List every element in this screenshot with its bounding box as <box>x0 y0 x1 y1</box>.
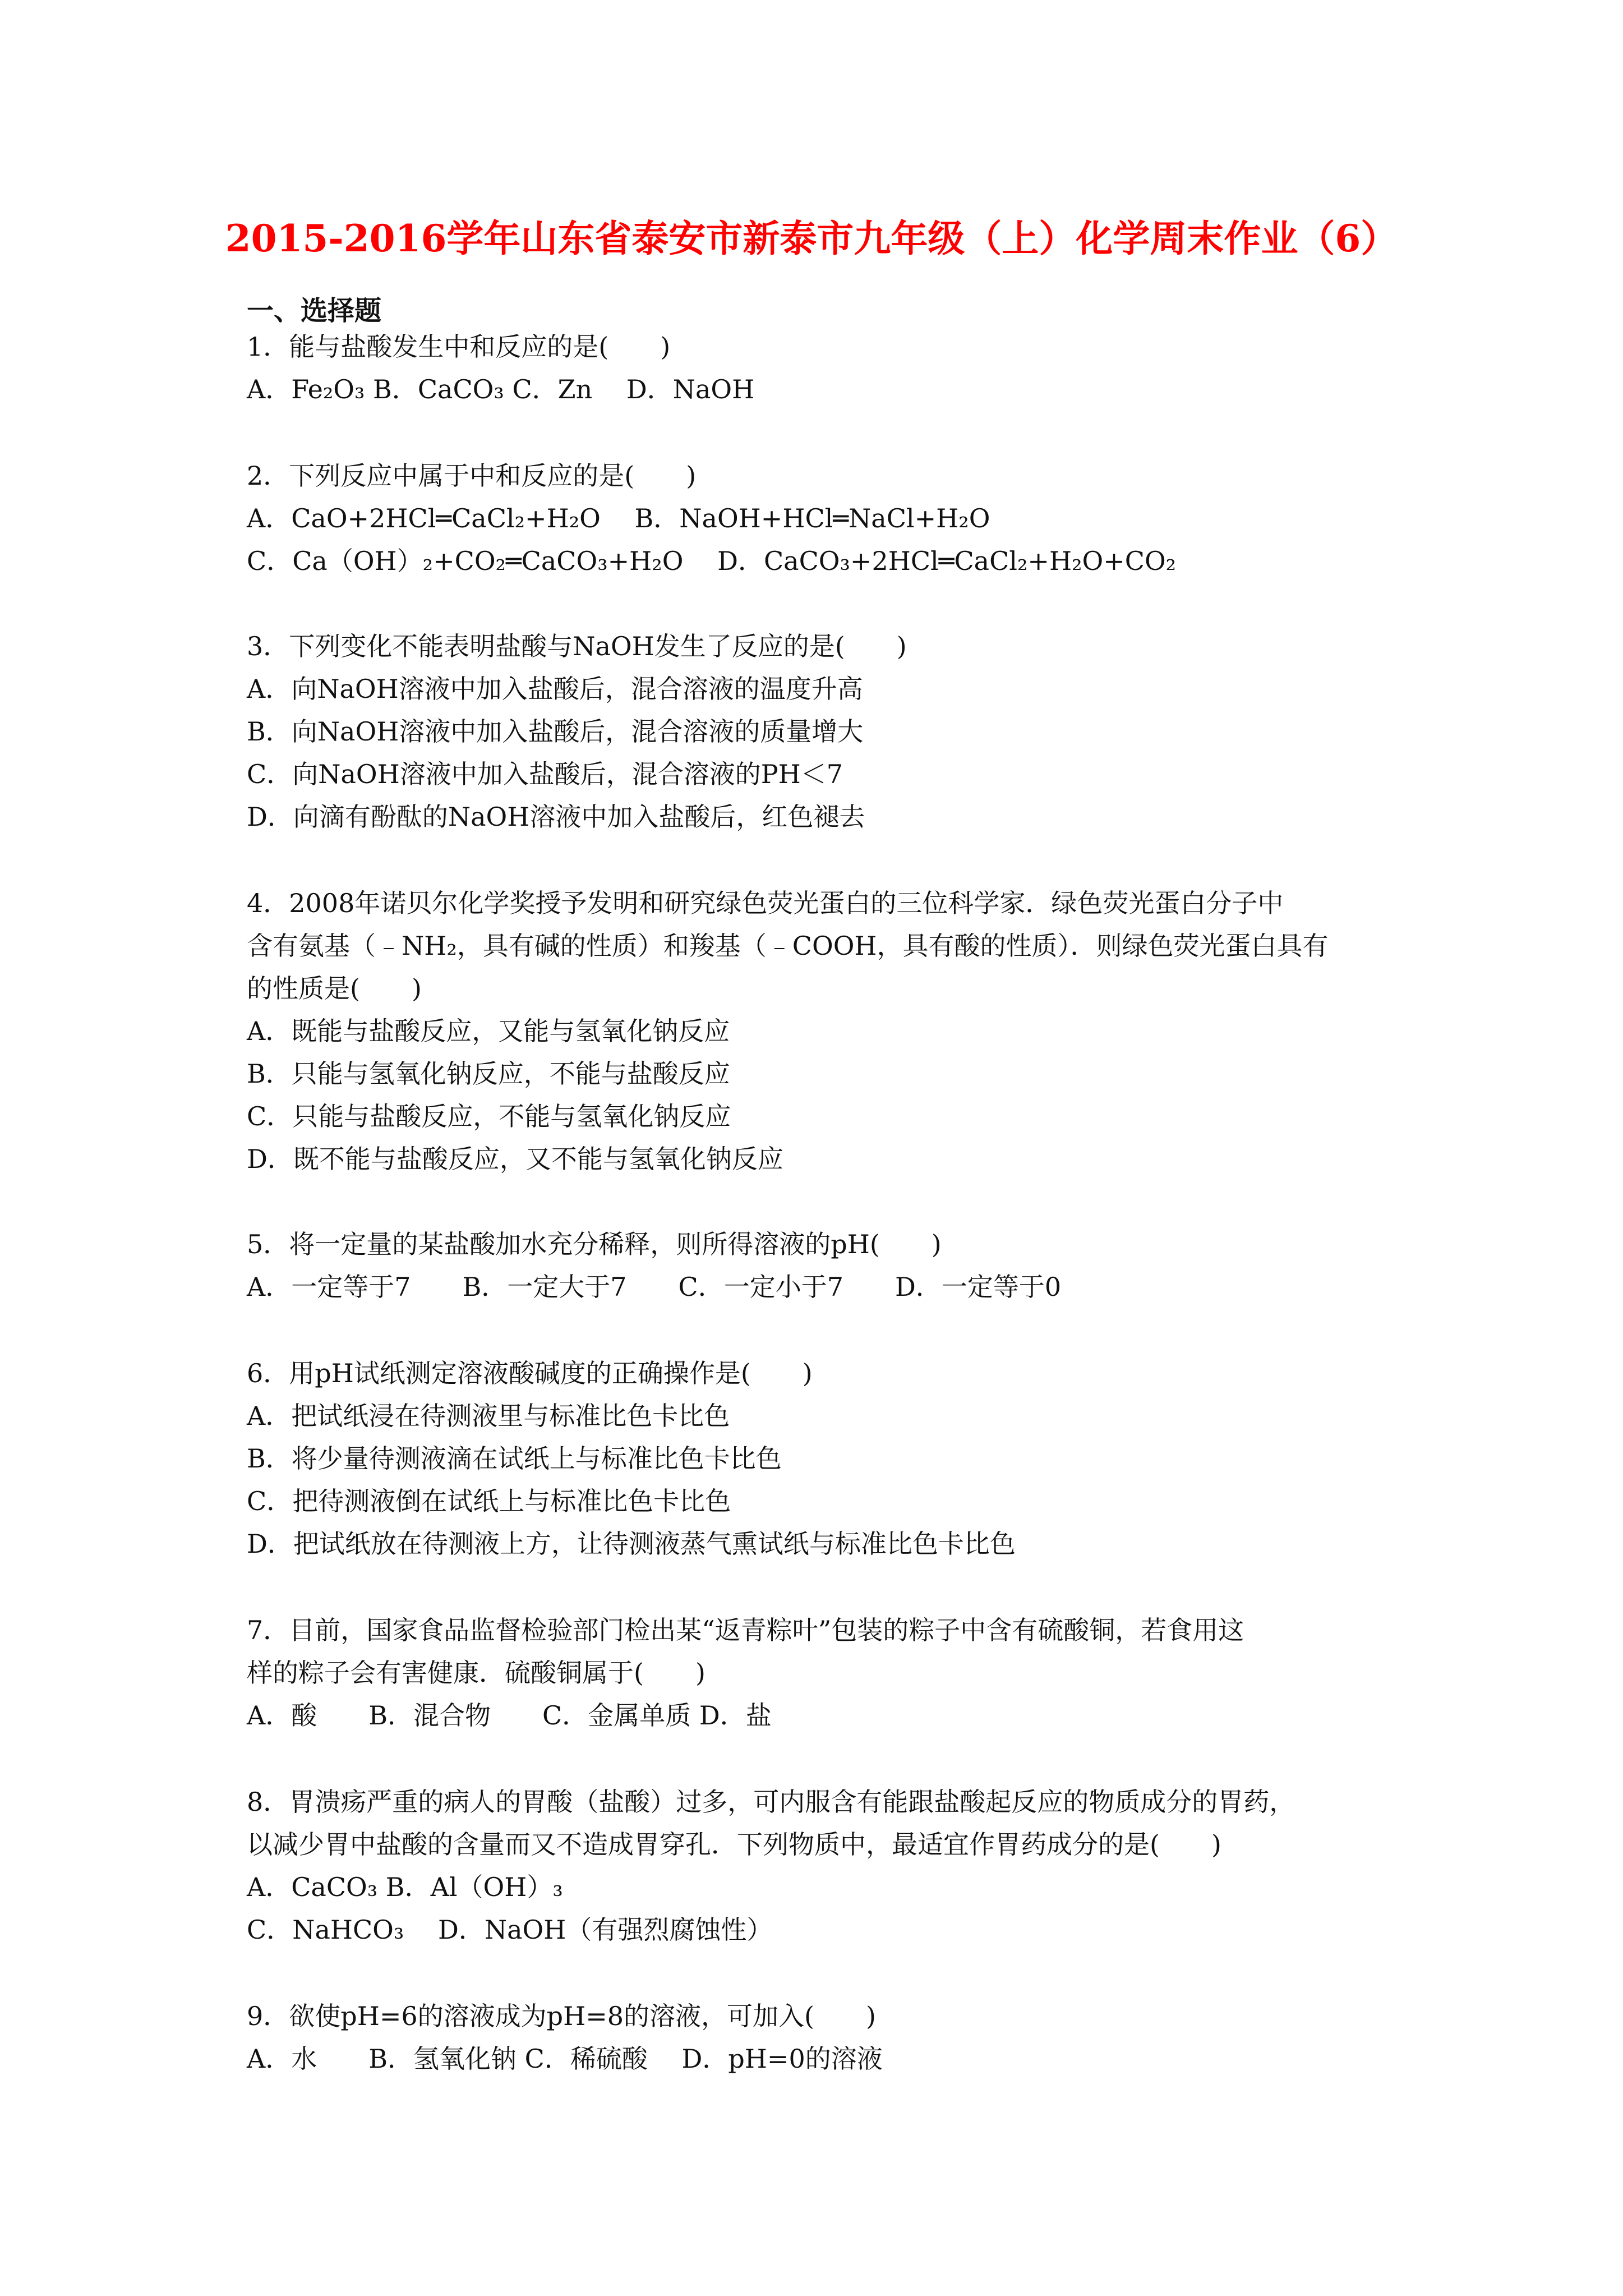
question-8-options-ab: A．CaCO₃ B．Al（OH）₃ <box>247 1872 563 1902</box>
question-7-stem-line-2: 样的粽子会有害健康．硫酸铜属于( ) <box>247 1658 706 1688</box>
question-4-stem-line-3: 的性质是( ) <box>247 973 422 1004</box>
question-4-option-b: B．只能与氢氧化钠反应，不能与盐酸反应 <box>247 1059 730 1089</box>
question-3-option-d: D．向滴有酚酞的NaOH溶液中加入盐酸后，红色褪去 <box>247 802 865 832</box>
question-6-option-c: C．把待测液倒在试纸上与标准比色卡比色 <box>247 1486 731 1516</box>
question-7-options: A．酸 B．混合物 C．金属单质 D．盐 <box>247 1700 772 1731</box>
question-6-stem: 6．用pH试纸测定溶液酸碱度的正确操作是( ) <box>247 1358 813 1388</box>
question-8-stem-line-1: 8．胃溃疡严重的病人的胃酸（盐酸）过多，可内服含有能跟盐酸起反应的物质成分的胃药， <box>247 1787 1295 1817</box>
question-1-stem: 1．能与盐酸发生中和反应的是( ) <box>247 332 671 362</box>
question-1-options: A．Fe₂O₃ B．CaCO₃ C．Zn D．NaOH <box>247 374 755 404</box>
page-title: 2015-2016学年山东省泰安市新泰市九年级（上）化学周末作业（6） <box>225 217 1398 260</box>
question-4-option-a: A．既能与盐酸反应，又能与氢氧化钠反应 <box>247 1016 730 1046</box>
question-2-options-cd: C．Ca（OH）₂+CO₂═CaCO₃+H₂O D．CaCO₃+2HCl═CaCl₂+H₂O+CO₂ <box>247 546 1177 576</box>
question-9-options: A．水 B．氢氧化钠 C．稀硫酸 D．pH=0的溶液 <box>247 2044 883 2074</box>
question-8-options-cd: C．NaHCO₃ D．NaOH（有强烈腐蚀性） <box>247 1915 773 1945</box>
question-5-options: A．一定等于7 B．一定大于7 C．一定小于7 D．一定等于0 <box>247 1272 1062 1302</box>
question-6-option-b: B．将少量待测液滴在试纸上与标准比色卡比色 <box>247 1443 782 1474</box>
question-4-stem-line-2: 含有氨基（﹣NH₂，具有碱的性质）和羧基（﹣COOH，具有酸的性质）．则绿色荧光蛋白具有 <box>247 931 1329 961</box>
question-2-options-ab: A．CaO+2HCl═CaCl₂+H₂O B．NaOH+HCl═NaCl+H₂O <box>247 503 990 533</box>
question-6-option-d: D．把试纸放在待测液上方，让待测液蒸气熏试纸与标准比色卡比色 <box>247 1529 1016 1559</box>
question-7-stem-line-1: 7．目前，国家食品监督检验部门检出某“返青粽叶”包装的粽子中含有硫酸铜，若食用这 <box>247 1615 1244 1645</box>
question-9-stem: 9．欲使pH=6的溶液成为pH=8的溶液，可加入( ) <box>247 2001 876 2031</box>
question-5-stem: 5．将一定量的某盐酸加水充分稀释，则所得溶液的pH( ) <box>247 1229 942 1259</box>
question-3-option-a: A．向NaOH溶液中加入盐酸后，混合溶液的温度升高 <box>247 674 863 704</box>
question-3-option-c: C．向NaOH溶液中加入盐酸后，混合溶液的PH＜7 <box>247 759 843 789</box>
question-4-option-c: C．只能与盐酸反应，不能与氢氧化钠反应 <box>247 1101 731 1131</box>
question-3-stem: 3．下列变化不能表明盐酸与NaOH发生了反应的是( ) <box>247 631 907 661</box>
section-heading: 一、选择题 <box>247 295 382 326</box>
question-6-option-a: A．把试纸浸在待测液里与标准比色卡比色 <box>247 1401 730 1431</box>
question-4-stem-line-1: 4．2008年诺贝尔化学奖授予发明和研究绿色荧光蛋白的三位科学家．绿色荧光蛋白分子中 <box>247 888 1284 918</box>
question-2-stem: 2．下列反应中属于中和反应的是( ) <box>247 461 697 491</box>
question-3-option-b: B．向NaOH溶液中加入盐酸后，混合溶液的质量增大 <box>247 716 864 747</box>
question-8-stem-line-2: 以减少胃中盐酸的含量而又不造成胃穿孔．下列物质中，最适宜作胃药成分的是( ) <box>247 1829 1221 1860</box>
question-4-option-d: D．既不能与盐酸反应，又不能与氢氧化钠反应 <box>247 1144 783 1174</box>
